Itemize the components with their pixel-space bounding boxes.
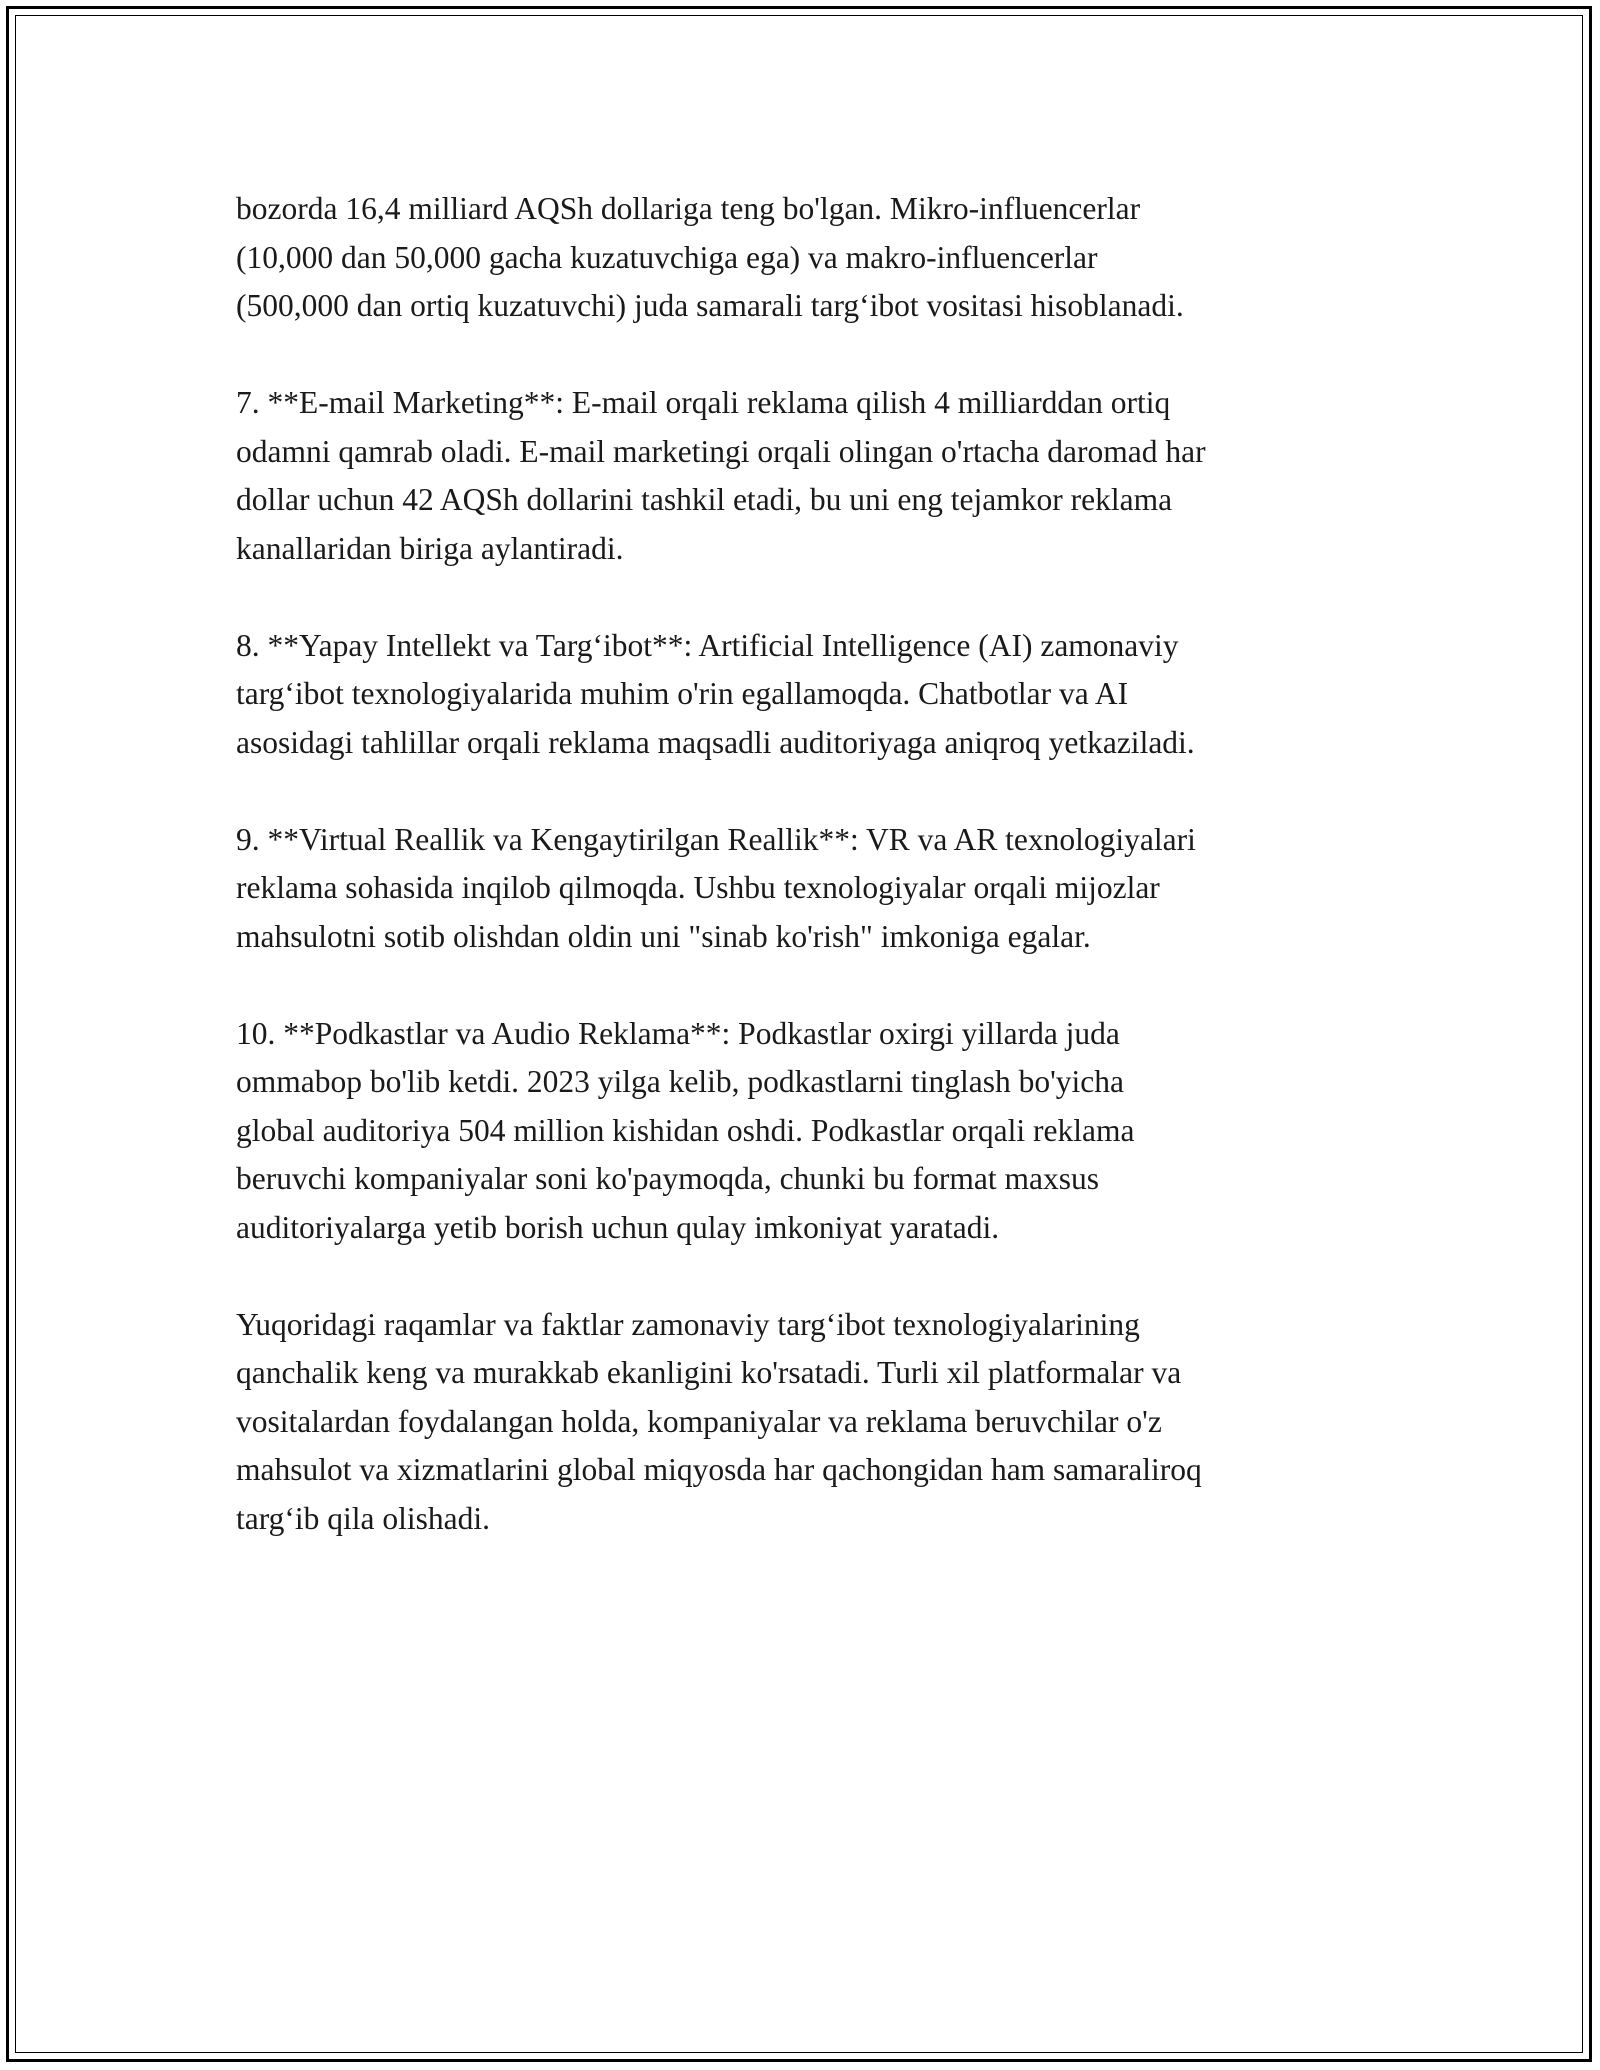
text-line: auditoriyalarga yetib borish uchun qulay imkoniyat yaratadi. [236,1209,1000,1245]
document-body [236,185,1376,1592]
paragraph-influencers [236,185,1376,331]
text-line: 10. **Podkastlar va Audio Reklama**: Podkastlar oxirgi yillarda juda [236,1015,1120,1051]
text-line: targ‘ib qila olishadi. [236,1500,490,1536]
text-line: mahsulot va xizmatlarini global miqyosda har qachongidan ham samaraliroq [236,1452,1202,1487]
text-line: mahsulotni sotib olishdan oldin uni "sinab ko'rish" imkoniga egalar. [236,918,1091,954]
text-line: (500,000 dan ortiq kuzatuvchi) juda samarali targ‘ibot vositasi hisoblanadi. [236,288,1184,323]
text-line: 8. **Yapay Intellekt va Targ‘ibot**: Artificial Intelligence (AI) zamonaviy [236,627,1179,663]
text-line: 7. **E-mail Marketing**: E-mail orqali reklama qilish 4 milliarddan ortiq [236,385,1171,420]
paragraph-podcasts [236,1010,1376,1253]
text-line: odamni qamrab oladi. E-mail marketingi orqali olingan o'rtacha daromad har [236,433,1206,469]
text-line: (10,000 dan 50,000 gacha kuzatuvchiga ega) va makro-influencerlar [236,239,1098,275]
text-line: targ‘ibot texnologiyalarida muhim o'rin egallamoqda. Chatbotlar va AI [236,676,1129,711]
text-line: vositalardan foydalangan holda, kompaniyalar va reklama beruvchilar o'z [236,1403,1162,1439]
paragraph-ai-advertising [236,622,1376,768]
text-line: bozorda 16,4 milliard AQSh dollariga teng bo'lgan. Mikro-influencerlar [236,191,1141,226]
text-line: Yuqoridagi raqamlar va faktlar zamonaviy targ‘ibot texnologiyalarining [236,1306,1140,1342]
paragraph-vr-ar [236,816,1376,962]
text-line: reklama sohasida inqilob qilmoqda. Ushbu texnologiyalar orqali mijozlar [236,870,1160,905]
paragraph-email-marketing [236,379,1376,573]
text-line: global auditoriya 504 million kishidan oshdi. Podkastlar orqali reklama [236,1112,1135,1148]
text-line: qanchalik keng va murakkab ekanligini ko'rsatadi. Turli xil platformalar va [236,1355,1182,1390]
text-line: 9. **Virtual Reallik va Kengaytirilgan Reallik**: VR va AR texnologiyalari [236,821,1196,857]
text-line: asosidagi tahlillar orqali reklama maqsadli auditoriyaga aniqroq yetkaziladi. [236,724,1195,760]
text-line: kanallaridan biriga aylantiradi. [236,530,624,566]
text-line: ommabop bo'lib ketdi. 2023 yilga kelib, podkastlarni tinglash bo'yicha [236,1064,1124,1099]
paragraph-conclusion [236,1301,1376,1544]
text-line: dollar uchun 42 AQSh dollarini tashkil etadi, bu uni eng tejamkor reklama [236,482,1173,517]
text-line: beruvchi kompaniyalar soni ko'paymoqda, chunki bu format maxsus [236,1161,1099,1196]
